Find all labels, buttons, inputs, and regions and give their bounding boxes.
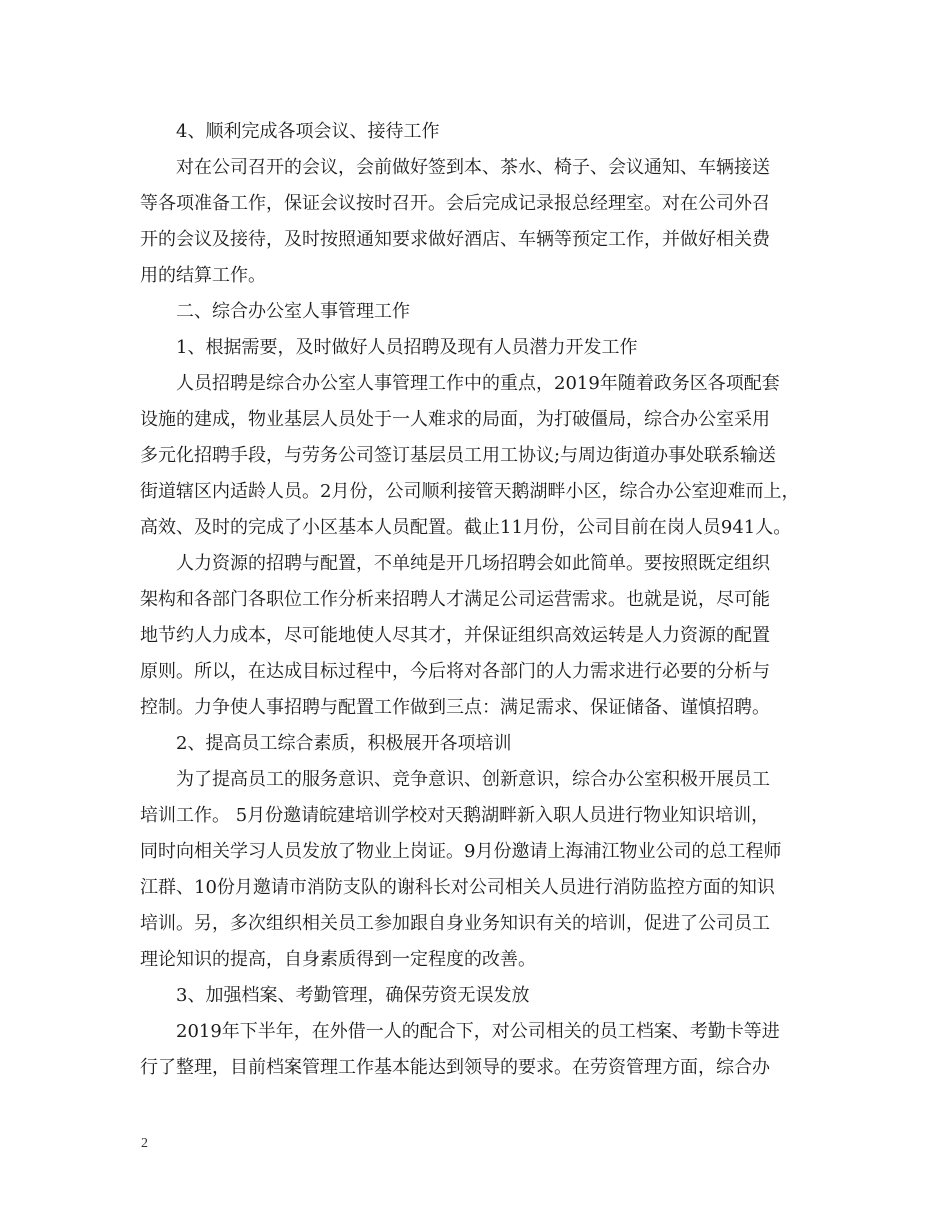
paragraph-line: 人员招聘是综合办公室人事管理工作中的重点，2019年随着政务区各项配套: [176, 373, 780, 394]
paragraph-line: 人力资源的招聘与配置，不单纯是开几场招聘会如此简单。要按照既定组织: [176, 553, 770, 574]
paragraph-line: 培训。另，多次组织相关员工参加跟自身业务知识有关的培训，促进了公司员工: [140, 913, 770, 934]
paragraph-line: 2019年下半年，在外借一人的配合下，对公司相关的员工档案、考勤卡等进: [176, 1021, 780, 1042]
paragraph-line: 原则。所以，在达成目标过程中，今后将对各部门的人力需求进行必要的分析与: [140, 661, 770, 682]
paragraph-line: 控制。力争使人事招聘与配置工作做到三点：满足需求、保证储备、谨慎招聘。: [140, 697, 770, 718]
page-number: 2: [141, 1136, 148, 1151]
paragraph-line: 多元化招聘手段，与劳务公司签订基层员工用工协议;与周边街道办事处联系输送: [140, 445, 777, 466]
paragraph-line: 等各项准备工作，保证会议按时召开。会后完成记录报总经理室。对在公司外召: [140, 193, 770, 214]
paragraph-line: 培训工作。 5月份邀请皖建培训学校对天鹅湖畔新入职人员进行物业知识培训，: [140, 805, 770, 826]
section-heading: 二、综合办公室人事管理工作: [176, 301, 410, 322]
paragraph-line: 为了提高员工的服务意识、竞争意识、创新意识，综合办公室积极开展员工: [176, 769, 770, 790]
section-heading: 2、提高员工综合素质，积极展开各项培训: [176, 733, 512, 754]
paragraph-line: 对在公司召开的会议，会前做好签到本、茶水、椅子、会议通知、车辆接送: [176, 157, 770, 178]
paragraph-line: 理论知识的提高，自身素质得到一定程度的改善。: [140, 949, 536, 970]
paragraph-line: 用的结算工作。: [140, 265, 266, 286]
section-heading: 3、加强档案、考勤管理，确保劳资无误发放: [176, 985, 530, 1006]
paragraph-line: 架构和各部门各职位工作分析来招聘人才满足公司运营需求。也就是说，尽可能: [140, 589, 770, 610]
paragraph-line: 同时向相关学习人员发放了物业上岗证。9月份邀请上海浦江物业公司的总工程师: [140, 841, 782, 862]
paragraph-line: 设施的建成，物业基层人员处于一人难求的局面，为打破僵局，综合办公室采用: [140, 409, 770, 430]
paragraph-line: 江群、10份月邀请市消防支队的谢科长对公司相关人员进行消防监控方面的知识: [140, 877, 775, 898]
paragraph-line: 地节约人力成本，尽可能地使人尽其才，并保证组织高效运转是人力资源的配置: [140, 625, 770, 646]
paragraph-line: 开的会议及接待，及时按照通知要求做好酒店、车辆等预定工作，并做好相关费: [140, 229, 770, 250]
section-heading: 4、顺利完成各项会议、接待工作: [176, 121, 440, 142]
section-heading: 1、根据需要，及时做好人员招聘及现有人员潜力开发工作: [176, 337, 638, 358]
paragraph-line: 行了整理，目前档案管理工作基本能达到领导的要求。在劳资管理方面，综合办: [140, 1057, 770, 1078]
document-body: [140, 114, 820, 1086]
paragraph-line: 高效、及时的完成了小区基本人员配置。截止11月份，公司目前在岗人员941人。: [140, 517, 792, 538]
paragraph-line: 街道辖区内适龄人员。2月份，公司顺利接管天鹅湖畔小区，综合办公室迎难而上，: [140, 481, 800, 502]
